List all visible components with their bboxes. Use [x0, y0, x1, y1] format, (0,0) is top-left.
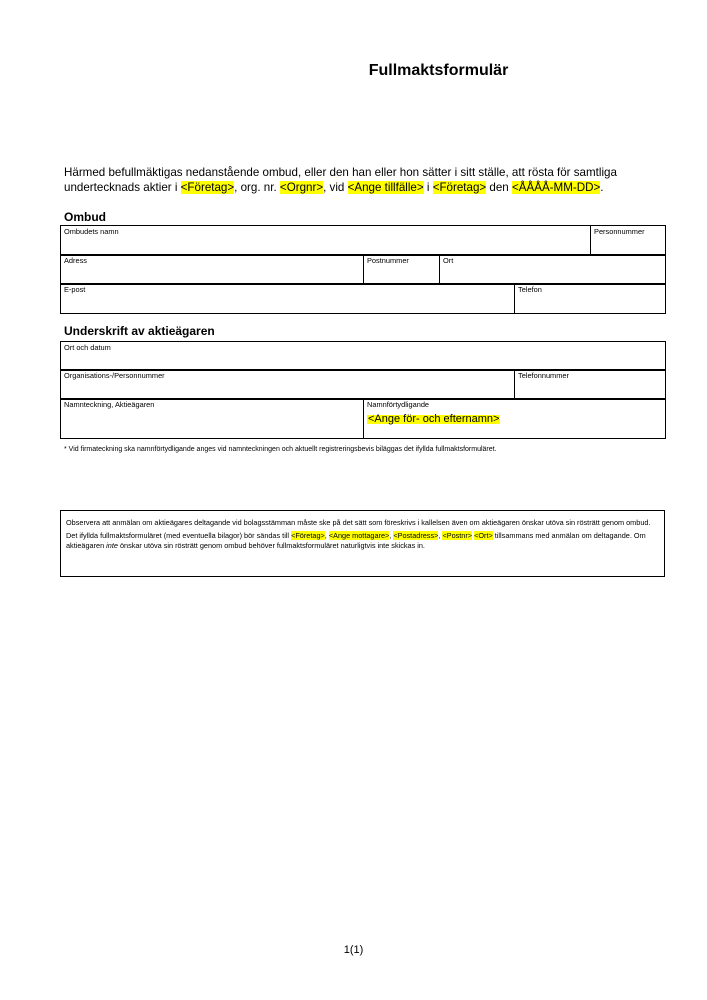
- notice-paragraph-2: [66, 531, 659, 551]
- emphasis-inte: inte: [106, 541, 118, 550]
- intro-text: den: [486, 180, 512, 194]
- signature-place-table: [60, 341, 666, 371]
- ombud-epost-field[interactable]: [61, 284, 515, 314]
- ombud-telefon-field[interactable]: [515, 284, 666, 314]
- namnteckning-field[interactable]: [61, 399, 364, 439]
- placeholder-orgnr[interactable]: <Orgnr>: [279, 180, 324, 194]
- notice-text: ,: [438, 531, 443, 540]
- notice-text: önskar utöva sin rösträtt genom ombud behöver fullmaktsformuläret naturligtvis inte skickas in.: [117, 541, 425, 550]
- field-label: Ombudets namn: [64, 227, 119, 236]
- telefonnummer-field[interactable]: [515, 370, 666, 400]
- notice-text: ,: [324, 531, 329, 540]
- ombud-postnummer-field[interactable]: [364, 255, 440, 285]
- signature-name-table: [60, 398, 666, 439]
- ort-datum-field[interactable]: [61, 342, 666, 371]
- intro-text: i: [423, 180, 433, 194]
- field-label: E-post: [64, 285, 86, 294]
- field-label: Postnummer: [367, 256, 409, 265]
- field-label: Ort: [443, 256, 454, 265]
- field-label: Namnteckning, Aktieägaren: [64, 400, 155, 409]
- ombud-address-table: [60, 254, 666, 285]
- ombud-contact-table: [60, 283, 666, 314]
- namnfortydligande-field[interactable]: [364, 399, 666, 439]
- placeholder-foretag-2[interactable]: <Företag>: [432, 180, 487, 194]
- field-label: Personnummer: [594, 227, 645, 236]
- namnfortydligande-placeholder[interactable]: <Ange för- och efternamn>: [368, 413, 500, 425]
- notice-paragraph-1: Observera att anmälan om aktieägares deltagande vid bolagsstämman måste ske på det sätt som föreskrivs i kallelsen även om aktieägaren önskar utöva sin rösträtt genom ombud.: [66, 518, 651, 527]
- field-label: Adress: [64, 256, 88, 265]
- ombud-adress-field[interactable]: [61, 255, 364, 285]
- signature-id-table: [60, 369, 666, 400]
- ombud-heading: Ombud: [64, 210, 106, 224]
- placeholder-mottagare[interactable]: <Ange mottagare>: [328, 531, 390, 540]
- notice-text: ,: [389, 531, 394, 540]
- ombud-ort-field[interactable]: [440, 255, 666, 285]
- field-label: Telefon: [518, 285, 542, 294]
- intro-text: , vid: [323, 180, 348, 194]
- field-label: Ort och datum: [64, 343, 111, 352]
- notice-box: [60, 510, 665, 577]
- placeholder-postadress[interactable]: <Postadress>: [393, 531, 439, 540]
- field-label: Organisations-/Personnummer: [64, 371, 165, 380]
- ombud-name-field[interactable]: [61, 226, 591, 256]
- notice-text: tillsammans med anmälan om deltagande. Om aktieägaren: [66, 531, 646, 550]
- page-title: Fullmaktsformulär: [368, 62, 509, 79]
- placeholder-postnr[interactable]: <Postnr>: [442, 531, 473, 540]
- org-pnr-field[interactable]: [61, 370, 515, 400]
- placeholder-tillfalle[interactable]: <Ange tillfälle>: [347, 180, 424, 194]
- intro-text: , org. nr.: [234, 180, 280, 194]
- page-number: 1(1): [343, 944, 364, 956]
- field-label: Telefonnummer: [518, 371, 569, 380]
- intro-paragraph: [64, 166, 654, 195]
- placeholder-foretag-3[interactable]: <Företag>: [291, 531, 325, 540]
- notice-text: Det ifyllda fullmaktsformuläret (med eventuella bilagor) bör sändas till: [66, 531, 292, 540]
- field-label: Namnförtydligande: [367, 400, 430, 409]
- placeholder-foretag[interactable]: <Företag>: [180, 180, 235, 194]
- ombud-personnummer-field[interactable]: [591, 226, 666, 256]
- intro-text: Härmed befullmäktigas nedanstående ombud, eller den han eller hon sätter i sitt ställe, att rösta för samtliga undertecknads aktier i: [64, 166, 617, 194]
- intro-text: .: [600, 180, 604, 194]
- placeholder-ort[interactable]: <Ort>: [474, 531, 493, 540]
- signature-heading: Underskrift av aktieägaren: [64, 324, 215, 338]
- footnote: * Vid firmateckning ska namnförtydligande anges vid namnteckningen och aktuellt registreringsbevis biläggas det ifyllda fullmaktsformuläret.: [64, 446, 497, 453]
- ombud-table: [60, 225, 666, 256]
- placeholder-date[interactable]: <ÅÅÅÅ-MM-DD>: [511, 180, 601, 194]
